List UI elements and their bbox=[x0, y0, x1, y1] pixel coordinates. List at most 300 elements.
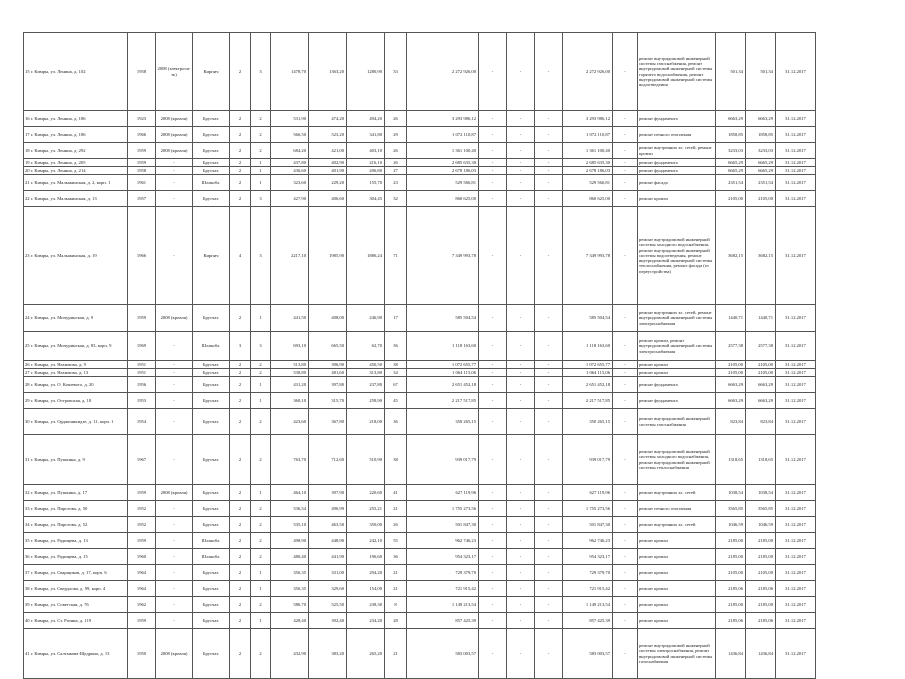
row-repair-year: - bbox=[156, 501, 193, 517]
row-cost-fund: 2 678 186,03 bbox=[563, 167, 613, 175]
row-wall-material: Кирпич bbox=[193, 33, 230, 111]
row-max-cost: 2185,00 bbox=[746, 549, 776, 565]
row-unit-cost: 6665,29 bbox=[716, 159, 746, 167]
row-cost-fund: 583 003,57 bbox=[563, 629, 613, 679]
row-area-total: 427,90 bbox=[271, 191, 309, 207]
row-floors: 2 bbox=[230, 409, 251, 435]
row-cost-fund: 721 915,42 bbox=[563, 581, 613, 597]
row-build-year: 1959 bbox=[128, 485, 156, 501]
row-area-living: 402,90 bbox=[309, 159, 347, 167]
row-address-text: г. Кимры, ул. Мичуринская, д. 9 bbox=[30, 315, 94, 321]
table-row bbox=[24, 485, 816, 501]
row-number: 27 bbox=[25, 369, 30, 375]
table-row bbox=[24, 175, 816, 191]
row-cost: 627 119,96 bbox=[407, 485, 479, 501]
table-row bbox=[24, 597, 816, 613]
table-row bbox=[24, 565, 816, 581]
row-cost: 583 003,57 bbox=[407, 629, 479, 679]
row-residents: 45 bbox=[385, 393, 407, 409]
row-floors: 2 bbox=[230, 377, 251, 393]
row-empty-2: - bbox=[507, 435, 535, 485]
row-cost: 350 265,15 bbox=[407, 409, 479, 435]
row-area-nonliving: 1280,90 bbox=[347, 33, 385, 111]
row-cost: 3 293 986,12 bbox=[407, 111, 479, 127]
row-wall-material: Брусчат. bbox=[193, 517, 230, 533]
row-unit-cost: 2185,06 bbox=[716, 613, 746, 629]
row-address bbox=[24, 305, 128, 332]
row-repair-year: 2008 (кровля) bbox=[156, 305, 193, 332]
row-empty-4: - bbox=[613, 143, 638, 159]
table-row bbox=[24, 629, 816, 679]
row-address bbox=[24, 629, 128, 679]
row-residents: 41 bbox=[385, 485, 407, 501]
row-build-year: 1960 bbox=[128, 549, 156, 565]
row-max-cost: 6665,29 bbox=[746, 159, 776, 167]
row-max-cost: 823,84 bbox=[746, 409, 776, 435]
row-build-year: 1969 bbox=[128, 332, 156, 361]
document-table bbox=[23, 32, 816, 679]
row-build-year: 1952 bbox=[128, 501, 156, 517]
row-cost-fund: 2 272 926,00 bbox=[563, 33, 613, 111]
row-area-living: 229,20 bbox=[309, 175, 347, 191]
row-deadline: 31.12.2017 bbox=[776, 517, 816, 533]
row-floors: 2 bbox=[230, 613, 251, 629]
row-number: 25 bbox=[25, 343, 30, 349]
row-empty-1: - bbox=[479, 393, 507, 409]
row-area-total: 513,80 bbox=[271, 361, 309, 369]
row-address-text: г. Кимры, ул. Ленина, д. 205 bbox=[30, 159, 86, 165]
row-area-total: 437,80 bbox=[271, 159, 309, 167]
row-wall-material: Кирпич bbox=[193, 207, 230, 305]
row-unit-cost: 2105,00 bbox=[716, 361, 746, 369]
row-unit-cost: 2351,54 bbox=[716, 175, 746, 191]
row-repair-year: 2008 (кровля) bbox=[156, 629, 193, 679]
row-area-nonliving: 154,00 bbox=[347, 581, 385, 597]
row-deadline: 31.12.2017 bbox=[776, 393, 816, 409]
row-cost: 962 746,23 bbox=[407, 533, 479, 549]
row-wall-material: Брусчат. bbox=[193, 393, 230, 409]
row-number: 24 bbox=[25, 315, 30, 321]
row-empty-2: - bbox=[507, 127, 535, 143]
row-cost-fund: 627 119,96 bbox=[563, 485, 613, 501]
row-entrances: 1 bbox=[251, 393, 271, 409]
row-cost-fund: 939 017,79 bbox=[563, 435, 613, 485]
row-residents: 36 bbox=[385, 409, 407, 435]
row-empty-4: - bbox=[613, 549, 638, 565]
row-wall-material: Брусчат. bbox=[193, 501, 230, 517]
row-unit-cost: 2185,06 bbox=[716, 581, 746, 597]
row-empty-1: - bbox=[479, 517, 507, 533]
row-empty-2: - bbox=[507, 565, 535, 581]
row-entrances: 1 bbox=[251, 485, 271, 501]
row-deadline: 31.12.2017 bbox=[776, 332, 816, 361]
row-build-year: 1950 bbox=[128, 629, 156, 679]
row-work-type: ремонт кровли bbox=[638, 533, 716, 549]
row-deadline: 31.12.2017 bbox=[776, 549, 816, 565]
row-cost-fund: 350 265,15 bbox=[563, 409, 613, 435]
row-residents: 28 bbox=[385, 613, 407, 629]
row-residents: 27 bbox=[385, 167, 407, 175]
row-empty-1: - bbox=[479, 305, 507, 332]
row-address bbox=[24, 581, 128, 597]
table-row bbox=[24, 33, 816, 111]
row-empty-2: - bbox=[507, 517, 535, 533]
row-entrances: 2 bbox=[251, 533, 271, 549]
row-empty-4: - bbox=[613, 501, 638, 517]
row-unit-cost: 6663,29 bbox=[716, 393, 746, 409]
row-area-nonliving: 304,45 bbox=[347, 191, 385, 207]
row-area-living: 1985,90 bbox=[309, 207, 347, 305]
row-deadline: 31.12.2017 bbox=[776, 127, 816, 143]
row-work-type: ремонт фасада bbox=[638, 175, 716, 191]
row-empty-4: - bbox=[613, 533, 638, 549]
row-repair-year: - bbox=[156, 393, 193, 409]
row-residents: 38 bbox=[385, 435, 407, 485]
row-residents: 21 bbox=[385, 629, 407, 679]
row-address-text: г. Кимры, ул. Ленина, д. 102 bbox=[30, 68, 86, 74]
row-unit-cost: 1440,71 bbox=[716, 305, 746, 332]
row-address-text: г. Кимры, ул. Пушкина, д. 17 bbox=[30, 489, 88, 495]
row-area-total: 356,35 bbox=[271, 581, 309, 597]
row-work-type: ремонт печного отопления bbox=[638, 501, 716, 517]
row-area-living: 396,90 bbox=[309, 361, 347, 369]
row-number: 28 bbox=[25, 381, 30, 387]
row-empty-2: - bbox=[507, 332, 535, 361]
row-address-text: г. Кимры, ул. Орджоникидзе, д. 11, корп. 1 bbox=[30, 418, 114, 424]
table-row bbox=[24, 613, 816, 629]
row-build-year: 1966 bbox=[128, 127, 156, 143]
row-area-nonliving: 237,80 bbox=[347, 377, 385, 393]
row-empty-4: - bbox=[613, 159, 638, 167]
row-unit-cost: 3233,03 bbox=[716, 143, 746, 159]
row-wall-material: Брусчат. bbox=[193, 629, 230, 679]
row-cost: 2 272 926,00 bbox=[407, 33, 479, 111]
row-repair-year: - bbox=[156, 409, 193, 435]
row-floors: 2 bbox=[230, 565, 251, 581]
row-entrances: 3 bbox=[251, 33, 271, 111]
row-cost-fund: 529 566,81 bbox=[563, 175, 613, 191]
row-wall-material: Брусчат. bbox=[193, 435, 230, 485]
row-empty-3: - bbox=[535, 175, 563, 191]
row-max-cost: 6663,29 bbox=[746, 111, 776, 127]
row-floors: 2 bbox=[230, 597, 251, 613]
row-residents: 8 bbox=[385, 597, 407, 613]
row-empty-2: - bbox=[507, 159, 535, 167]
row-empty-2: - bbox=[507, 597, 535, 613]
row-empty-4: - bbox=[613, 377, 638, 393]
row-area-nonliving: 62,70 bbox=[347, 332, 385, 361]
row-floors: 2 bbox=[230, 581, 251, 597]
table-row bbox=[24, 143, 816, 159]
row-unit-cost: 6663,29 bbox=[716, 377, 746, 393]
row-empty-2: - bbox=[507, 111, 535, 127]
row-entrances: 2 bbox=[251, 435, 271, 485]
row-max-cost: 2105,00 bbox=[746, 191, 776, 207]
row-empty-4: - bbox=[613, 369, 638, 377]
row-work-type: ремонт внутренних эл. сетей bbox=[638, 485, 716, 501]
row-address bbox=[24, 167, 128, 175]
row-max-cost: 501,34 bbox=[746, 33, 776, 111]
row-empty-2: - bbox=[507, 191, 535, 207]
table-row bbox=[24, 377, 816, 393]
table-row bbox=[24, 581, 816, 597]
row-empty-2: - bbox=[507, 305, 535, 332]
row-work-type: ремонт фундамента bbox=[638, 111, 716, 127]
row-residents: 55 bbox=[385, 533, 407, 549]
row-area-nonliving: 216,10 bbox=[347, 159, 385, 167]
row-max-cost: 2185,00 bbox=[746, 597, 776, 613]
row-area-total: 693,10 bbox=[271, 332, 309, 361]
row-max-cost: 3565,85 bbox=[746, 501, 776, 517]
row-cost-fund: 1 755 273,56 bbox=[563, 501, 613, 517]
row-area-nonliving: 258,90 bbox=[347, 393, 385, 409]
row-empty-1: - bbox=[479, 167, 507, 175]
row-build-year: 1959 bbox=[128, 143, 156, 159]
row-deadline: 31.12.2017 bbox=[776, 207, 816, 305]
row-area-living: 712,60 bbox=[309, 435, 347, 485]
row-number: 22 bbox=[25, 195, 30, 201]
row-deadline: 31.12.2017 bbox=[776, 597, 816, 613]
table-row bbox=[24, 191, 816, 207]
row-build-year: 1923 bbox=[128, 111, 156, 127]
row-work-type: ремонт внутридомовой инженерной системы холодного водоснабжения, ремонт внутридомовой инженерной системы теплоснабжения bbox=[638, 435, 716, 485]
row-area-total: 480,40 bbox=[271, 549, 309, 565]
row-empty-2: - bbox=[507, 361, 535, 369]
row-residents: 67 bbox=[385, 377, 407, 393]
row-empty-4: - bbox=[613, 517, 638, 533]
row-empty-1: - bbox=[479, 127, 507, 143]
row-floors: 2 bbox=[230, 305, 251, 332]
row-address-text: г. Кимры, ул. Салтыкова-Щедрина, д. 13 bbox=[30, 650, 110, 656]
row-deadline: 31.12.2017 bbox=[776, 581, 816, 597]
row-cost-fund: 1 072 110,87 bbox=[563, 127, 613, 143]
table-row bbox=[24, 517, 816, 533]
row-deadline: 31.12.2017 bbox=[776, 111, 816, 127]
row-unit-cost: 1318,65 bbox=[716, 435, 746, 485]
row-cost-fund: 1 064 115,06 bbox=[563, 369, 613, 377]
row-work-type: ремонт кровли bbox=[638, 565, 716, 581]
row-floors: 2 bbox=[230, 501, 251, 517]
row-empty-1: - bbox=[479, 143, 507, 159]
row-empty-3: - bbox=[535, 305, 563, 332]
row-address-text: г. Кимры, ул. Малыжинская, д. 2, корп. 1 bbox=[30, 179, 111, 185]
row-area-living: 315,70 bbox=[309, 393, 347, 409]
row-deadline: 31.12.2017 bbox=[776, 533, 816, 549]
row-area-total: 2217,10 bbox=[271, 207, 309, 305]
row-area-total: 323,60 bbox=[271, 175, 309, 191]
row-max-cost: 1038,54 bbox=[746, 485, 776, 501]
row-repair-year: 2008 (кровля) bbox=[156, 127, 193, 143]
row-address bbox=[24, 175, 128, 191]
table-row bbox=[24, 159, 816, 167]
row-empty-4: - bbox=[613, 305, 638, 332]
row-entrances: 2 bbox=[251, 597, 271, 613]
row-empty-4: - bbox=[613, 581, 638, 597]
row-cost: 1 064 115,06 bbox=[407, 369, 479, 377]
row-empty-2: - bbox=[507, 613, 535, 629]
row-area-nonliving: 341,80 bbox=[347, 127, 385, 143]
row-deadline: 31.12.2017 bbox=[776, 305, 816, 332]
row-area-living: 383,20 bbox=[309, 629, 347, 679]
row-empty-4: - bbox=[613, 613, 638, 629]
row-work-type: ремонт кровли bbox=[638, 597, 716, 613]
row-cost-fund: 3 293 986,12 bbox=[563, 111, 613, 127]
row-entrances: 1 bbox=[251, 167, 271, 175]
row-floors: 4 bbox=[230, 207, 251, 305]
row-empty-3: - bbox=[535, 127, 563, 143]
table-row bbox=[24, 361, 816, 369]
row-cost: 585 504,54 bbox=[407, 305, 479, 332]
row-cost-fund: 501 847,30 bbox=[563, 517, 613, 533]
row-cost-fund: 860 625,00 bbox=[563, 191, 613, 207]
row-wall-material: Брусчат. bbox=[193, 111, 230, 127]
row-repair-year: - bbox=[156, 332, 193, 361]
row-empty-1: - bbox=[479, 533, 507, 549]
row-entrances: 3 bbox=[251, 332, 271, 361]
row-empty-3: - bbox=[535, 369, 563, 377]
row-repair-year: - bbox=[156, 361, 193, 369]
row-floors: 2 bbox=[230, 361, 251, 369]
table-row bbox=[24, 111, 816, 127]
row-residents: 34 bbox=[385, 369, 407, 377]
row-work-type: ремонт кровли bbox=[638, 369, 716, 377]
row-build-year: 1962 bbox=[128, 597, 156, 613]
row-max-cost: 3682,15 bbox=[746, 207, 776, 305]
row-address bbox=[24, 517, 128, 533]
row-empty-4: - bbox=[613, 485, 638, 501]
row-unit-cost: 2577,38 bbox=[716, 332, 746, 361]
row-area-nonliving: 155,70 bbox=[347, 175, 385, 191]
row-max-cost: 1318,65 bbox=[746, 435, 776, 485]
row-area-living: 406,60 bbox=[309, 191, 347, 207]
row-work-type: ремонт кровли bbox=[638, 191, 716, 207]
row-residents: 29 bbox=[385, 127, 407, 143]
row-empty-3: - bbox=[535, 111, 563, 127]
row-empty-4: - bbox=[613, 332, 638, 361]
row-deadline: 31.12.2017 bbox=[776, 369, 816, 377]
row-cost: 1 072 110,87 bbox=[407, 127, 479, 143]
row-area-nonliving: 196,60 bbox=[347, 549, 385, 565]
row-repair-year: - bbox=[156, 517, 193, 533]
row-address bbox=[24, 435, 128, 485]
row-address-text: г. Кимры, ул. Пирогова, д. 52 bbox=[30, 521, 88, 527]
row-area-total: 531,90 bbox=[271, 111, 309, 127]
row-empty-1: - bbox=[479, 111, 507, 127]
row-area-total: 431,20 bbox=[271, 377, 309, 393]
row-entrances: 3 bbox=[251, 207, 271, 305]
row-deadline: 31.12.2017 bbox=[776, 167, 816, 175]
row-empty-3: - bbox=[535, 191, 563, 207]
row-empty-1: - bbox=[479, 159, 507, 167]
row-area-living: 367,80 bbox=[309, 409, 347, 435]
row-wall-material: Брусчат. bbox=[193, 597, 230, 613]
row-empty-1: - bbox=[479, 332, 507, 361]
row-residents: 32 bbox=[385, 191, 407, 207]
row-wall-material: Брусчат. bbox=[193, 409, 230, 435]
row-empty-2: - bbox=[507, 33, 535, 111]
row-area-total: 536,54 bbox=[271, 501, 309, 517]
row-work-type: ремонт внутридомовой инженерной системы электроснабжения, ремонт внутридомовой инженерной системы газоснабжения bbox=[638, 629, 716, 679]
row-entrances: 2 bbox=[251, 517, 271, 533]
row-address-text: г. Кимры, ул. Мичуринская, д. 83, корп. 9 bbox=[30, 343, 112, 349]
row-empty-4: - bbox=[613, 565, 638, 581]
row-residents: 21 bbox=[385, 501, 407, 517]
row-cost-fund: 954 323,17 bbox=[563, 549, 613, 565]
row-number: 26 bbox=[25, 361, 30, 367]
row-repair-year: 2008 (кровля) bbox=[156, 111, 193, 127]
row-number: 41 bbox=[25, 650, 30, 656]
table-row bbox=[24, 501, 816, 517]
row-cost: 529 566,81 bbox=[407, 175, 479, 191]
row-empty-4: - bbox=[613, 361, 638, 369]
row-work-type: ремонт печного отопления bbox=[638, 127, 716, 143]
row-empty-4: - bbox=[613, 393, 638, 409]
row-unit-cost: 1436,84 bbox=[716, 629, 746, 679]
row-floors: 2 bbox=[230, 533, 251, 549]
row-area-living: 525,50 bbox=[309, 597, 347, 613]
table-row bbox=[24, 369, 816, 377]
row-empty-1: - bbox=[479, 435, 507, 485]
row-cost-fund: 962 746,23 bbox=[563, 533, 613, 549]
row-repair-year: 2008 (кровля) bbox=[156, 143, 193, 159]
row-entrances: 1 bbox=[251, 159, 271, 167]
row-number: 36 bbox=[25, 553, 30, 559]
row-cost-fund: 585 504,54 bbox=[563, 305, 613, 332]
row-unit-cost: 501,34 bbox=[716, 33, 746, 111]
row-empty-4: - bbox=[613, 175, 638, 191]
row-wall-material: Брусчат. bbox=[193, 485, 230, 501]
row-address-text: г. Кимры, ул. Нахимова, д. 9 bbox=[30, 361, 86, 367]
row-cost: 954 323,17 bbox=[407, 549, 479, 565]
row-build-year: 1967 bbox=[128, 435, 156, 485]
row-cost: 2 685 635,30 bbox=[407, 159, 479, 167]
row-build-year: 1959 bbox=[128, 305, 156, 332]
row-area-nonliving: 510,90 bbox=[347, 435, 385, 485]
row-residents: 71 bbox=[385, 207, 407, 305]
row-unit-cost: 6665,29 bbox=[716, 167, 746, 175]
row-empty-1: - bbox=[479, 175, 507, 191]
row-empty-4: - bbox=[613, 33, 638, 111]
row-area-total: 763,70 bbox=[271, 435, 309, 485]
row-area-living: 496,99 bbox=[309, 501, 347, 517]
row-floors: 2 bbox=[230, 143, 251, 159]
table-row bbox=[24, 435, 816, 485]
row-residents: 23 bbox=[385, 175, 407, 191]
row-floors: 3 bbox=[230, 332, 251, 361]
row-area-living: 448,90 bbox=[309, 533, 347, 549]
row-area-nonliving: 246,90 bbox=[347, 305, 385, 332]
row-address-text: г. Кимры, ул. Пирогова, д. 50 bbox=[30, 505, 88, 511]
row-work-type: ремонт кровли bbox=[638, 361, 716, 369]
row-number: 31 bbox=[25, 456, 30, 462]
row-area-living: 401,90 bbox=[309, 167, 347, 175]
row-entrances: 2 bbox=[251, 409, 271, 435]
row-address-text: г. Кимры, ул. Ленина, д. 186 bbox=[30, 115, 86, 121]
row-area-nonliving: 234,20 bbox=[347, 613, 385, 629]
row-area-total: 566,50 bbox=[271, 127, 309, 143]
row-cost: 7 349 993,78 bbox=[407, 207, 479, 305]
row-address bbox=[24, 613, 128, 629]
table-row bbox=[24, 549, 816, 565]
row-address-text: г. Кимры, ул. Ленина, д. 186 bbox=[30, 131, 86, 137]
row-empty-2: - bbox=[507, 377, 535, 393]
row-address bbox=[24, 597, 128, 613]
row-deadline: 31.12.2017 bbox=[776, 191, 816, 207]
row-wall-material: Брусчат. bbox=[193, 191, 230, 207]
row-max-cost: 1440,71 bbox=[746, 305, 776, 332]
row-cost: 2 651 452,18 bbox=[407, 377, 479, 393]
row-repair-year: 2008 (кровля) bbox=[156, 485, 193, 501]
